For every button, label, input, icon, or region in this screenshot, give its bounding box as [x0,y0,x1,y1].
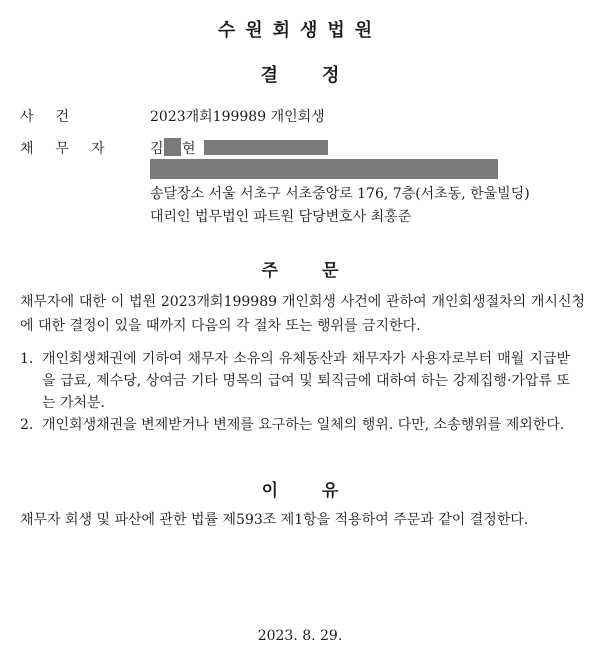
service-address: 송달장소 서울 서초구 서초중앙로 176, 7층(서초동, 한울빌딩) [150,186,530,202]
redaction-name [164,138,181,156]
redaction-id [204,140,328,155]
list-item-text: 개인회생채권에 기하여 채무자 소유의 유체동산과 채무자가 사용자로부터 매월 지급받을 급료, 제수당, 상여금 기타 명목의 급여 및 퇴직금에 대하여 하는 강제집행·가압류 또는 가처분. [42,351,570,411]
debtor-label: 채무자 [20,141,127,157]
case-label: 사건 [20,109,92,125]
order-title: 주문 [261,261,383,281]
reason-text: 채무자 회생 및 파산에 관한 법률 제593조 제1항을 적용하여 주문과 같이 결정한다. [20,512,529,528]
list-item-text: 개인회생채권을 변제받거나 변제를 요구하는 일체의 행위. 다만, 소송행위를 제외한다. [42,417,565,433]
debtor-name-last: 현 [182,141,196,157]
decision-date: 2023. 8. 29. [257,628,343,644]
list-item [20,348,570,414]
list-item-number: 2. [20,417,34,433]
list-item [20,414,570,436]
court-name: 수원회생법원 [217,20,383,41]
debtor-name-first: 김 [150,141,164,157]
document-title: 결정 [260,65,384,86]
reason-title: 이유 [261,481,383,501]
order-intro: 채무자에 대한 이 법원 2023개회199989 개인회생 사건에 관하여 개인회생절차의 개시신청에 대한 결정이 있을 때까지 다음의 각 절차 또는 행위를 금지한다. [20,294,585,334]
list-item-number: 1. [20,351,34,367]
redaction-address [150,159,498,179]
case-number: 2023개회199989 개인회생 [150,109,325,125]
debtor-agent: 대리인 법무법인 파트원 담당변호사 최홍준 [150,209,412,225]
order-list [20,348,570,436]
